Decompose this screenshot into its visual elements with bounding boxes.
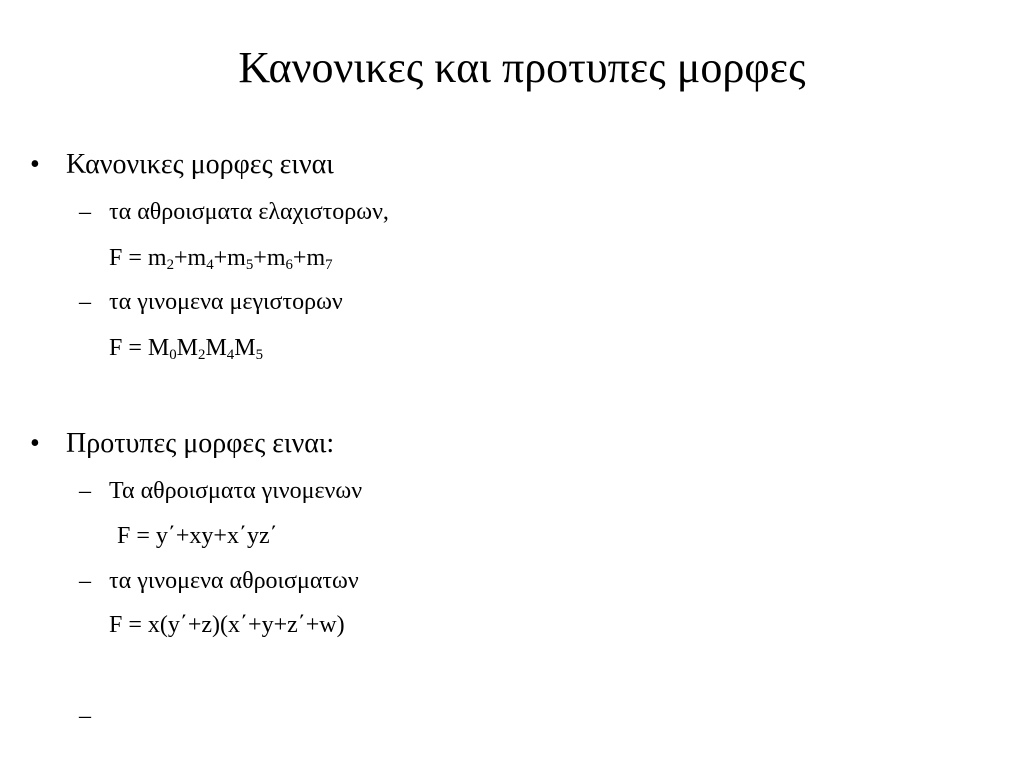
formula-minterms: $F = m_2+m_4+m_5+m_6+m_7$ — [109, 245, 333, 274]
formula-maxterms: $F = M_0M_2M_4M_5$ — [109, 335, 264, 364]
dash-marker: – — [79, 199, 91, 225]
item-label-sum-of-products: Τα αθροισματα γινομενων — [109, 478, 363, 504]
formula-sum-of-products: F = y΄+xy+x΄yz΄ — [117, 523, 278, 549]
dash-marker: – — [79, 289, 91, 315]
section-heading-standard: Προτυπες μορφες ειναι: — [66, 428, 335, 459]
item-label-product-of-sums: τα γινομενα αθροισματων — [109, 568, 359, 594]
section-heading-canonical: Κανονικες μορφες ειναι — [66, 149, 334, 180]
item-label-minterm-sums: τα αθροισματα ελαχιστορων, — [109, 199, 389, 225]
item-label-maxterm-products: τα γινομενα μεγιστορων — [109, 289, 343, 315]
dash-marker: – — [79, 568, 91, 594]
bullet-marker: • — [30, 428, 40, 459]
slide-title: Κανονικες και προτυπες μορφες — [238, 43, 806, 92]
bullet-marker: • — [30, 149, 40, 180]
formula-product-of-sums: F = x(y΄+z)(x΄+y+z΄+w) — [109, 612, 345, 638]
dash-marker: – — [79, 478, 91, 504]
dash-marker: – — [79, 703, 91, 729]
